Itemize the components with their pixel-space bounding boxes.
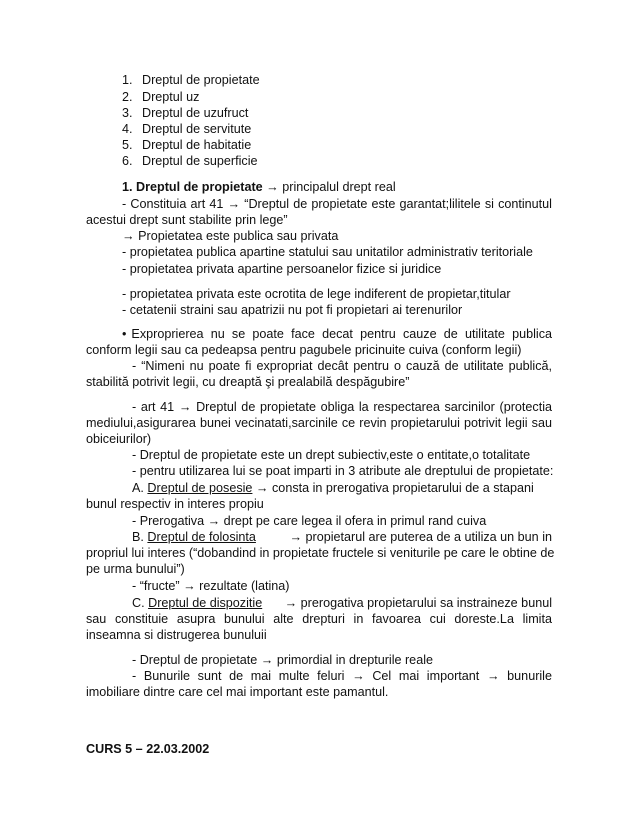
toc-item: 1. Dreptul de propietate <box>122 73 260 87</box>
attribute-a: A. Dreptul de posesie → consta in prerogativa propietarului de a stapani <box>132 481 534 495</box>
paragraph-line: mediului,asigurarea bunei vecinatati,sarcinile ce revin propietarului potrivit legii sau <box>86 416 552 430</box>
arrow-icon: → <box>122 229 135 243</box>
term-folosinta: Dreptul de folosinta <box>147 530 256 544</box>
paragraph-line: pe urma bunului”) <box>86 562 185 576</box>
toc-item: 6. Dreptul de superficie <box>122 154 258 168</box>
paragraph-line: → Propietatea este publica sau privata <box>122 229 339 243</box>
paragraph-line: - Dreptul de propietate → primordial in drepturile reale <box>132 653 433 667</box>
paragraph-line: obiceiurilor) <box>86 432 152 446</box>
paragraph-line: - pentru utilizarea lui se poat imparti in 3 atribute ale dreptului de propietate: <box>132 464 554 478</box>
paragraph-line: - art 41 → Dreptul de propietate obliga la respectarea sarcinilor (protectia <box>132 400 552 414</box>
paragraph-line: - Bunurile sunt de mai multe feluri → Cel mai important → bunurile <box>132 669 552 683</box>
list-item: - propietatea publica apartine statului sau unitatilor administrativ teritoriale <box>122 245 533 259</box>
toc-item: 3. Dreptul de uzufruct <box>122 106 249 120</box>
list-item: - cetatenii straini sau apatrizii nu pot fi propietari ai terenurilor <box>122 303 463 317</box>
attribute-c: C. Dreptul de dispozitie → prerogativa propietarului sa instraineze bunul <box>132 596 552 610</box>
paragraph-line: propriul lui interes (“dobandind in propietate fructele si veniturile pe care le obtine de <box>86 546 555 560</box>
term-posesie: Dreptul de posesie <box>147 481 253 495</box>
paragraph-line: sau constituie asupra bunului alte drepturi in favoarea cui doreste.La limita <box>86 612 552 626</box>
list-item: - propietatea privata este ocrotita de lege indiferent de propietar,titular <box>122 287 511 301</box>
paragraph-line: - “fructe” → rezultate (latina) <box>132 579 290 593</box>
quote-line: - “Nimeni nu poate fi expropriat decât pentru o cauză de utilitate publică, <box>132 359 552 373</box>
paragraph-line: acestui drept sunt stabilite prin lege” <box>86 213 288 227</box>
term-dispozitie: Dreptul de dispozitie <box>148 596 263 610</box>
attribute-b: B. Dreptul de folosinta → propietarul are puterea de a utiliza un bun in <box>132 530 552 544</box>
bullet-paragraph: • Exproprierea nu se poate face decat pentru cauze de utilitate publica <box>122 327 552 341</box>
paragraph-line: - Dreptul de propietate este un drept subiectiv,este o entitate,o totalitate <box>132 448 531 462</box>
section-heading: 1. Dreptul de propietate → principalul drept real <box>122 180 396 194</box>
toc-item: 4. Dreptul de servitute <box>122 122 252 136</box>
paragraph-line: conform legii sau ca pedeapsa pentru pagubele pricinuite cuiva (conform legii) <box>86 343 522 357</box>
paragraph-line: bunul respectiv in interes propiu <box>86 497 264 511</box>
paragraph-line: - Prerogativa → drept pe care legea il ofera in primul rand cuiva <box>132 514 487 528</box>
toc-item: 5. Dreptul de habitatie <box>122 138 252 152</box>
bullet-icon: • <box>122 327 127 341</box>
paragraph-line: inseamna si distrugerea bunuluii <box>86 628 267 642</box>
arrow-icon: → <box>266 180 279 194</box>
quote-line: stabilită potrivit legii, cu dreaptă şi prealabilă despăgubire” <box>86 375 410 389</box>
toc-item: 2. Dreptul uz <box>122 90 200 104</box>
paragraph-line: - Constituia art 41 → “Dreptul de propietate este garantat;lilitele si continutul <box>122 197 552 211</box>
list-item: - propietatea privata apartine persoanelor fizice si juridice <box>122 262 442 276</box>
course-heading: CURS 5 – 22.03.2002 <box>86 742 210 756</box>
paragraph-line: imobiliare dintre care cel mai important este pamantul. <box>86 685 389 699</box>
